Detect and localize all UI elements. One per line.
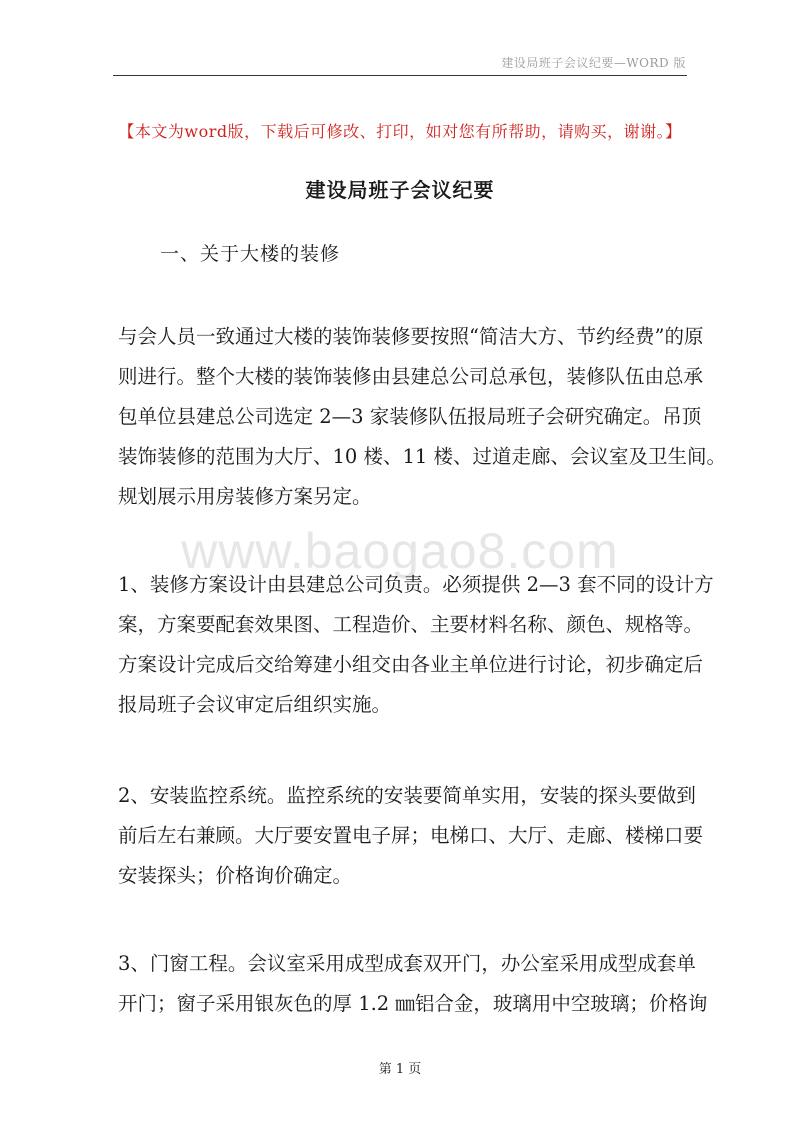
paragraph-item-3 bbox=[118, 944, 708, 1024]
text-line: 报局班子会议审定后组织实施。 bbox=[118, 693, 392, 716]
text-line: 规划展示用房装修方案另定。 bbox=[118, 485, 372, 508]
paragraph-item-1 bbox=[118, 565, 714, 725]
text-line: 案，方案要配套效果图、工程造价、主要材料名称、颜色、规格等。 bbox=[118, 613, 704, 636]
text-line: 与会人员一致通过大楼的装饰装修要按照“简洁大方、节约经费”的原 bbox=[118, 325, 704, 348]
header-divider bbox=[113, 75, 687, 76]
text-line: 开门；窗子采用银灰色的厚 1.2 ㎜铝合金，玻璃用中空玻璃；价格询 bbox=[118, 992, 708, 1015]
section-heading: 一、关于大楼的装修 bbox=[160, 243, 341, 265]
watermark: www.baogao8.com bbox=[181, 523, 619, 579]
text-line: 安装探头；价格询价确定。 bbox=[118, 864, 353, 887]
text-line: 前后左右兼顾。大厅要安置电子屏；电梯口、大厅、走廊、楼梯口要 bbox=[118, 824, 704, 847]
document-title: 建设局班子会议纪要 bbox=[305, 178, 495, 202]
paragraph-intro bbox=[118, 317, 727, 517]
purchase-notice: 【本文为word版，下载后可修改、打印，如对您有所帮助，请购买，谢谢。】 bbox=[118, 122, 682, 141]
text-line: 3、门窗工程。会议室采用成型成套双开门，办公室采用成型成套单 bbox=[118, 952, 696, 975]
running-header: 建设局班子会议纪要—WORD 版 bbox=[501, 56, 686, 70]
text-line: 方案设计完成后交给筹建小组交由各业主单位进行讨论，初步确定后 bbox=[118, 653, 704, 676]
text-line: 1、装修方案设计由县建总公司负责。必须提供 2—3 套不同的设计方 bbox=[118, 573, 714, 596]
text-line: 装饰装修的范围为大厅、10 楼、11 楼、过道走廊、会议室及卫生间。 bbox=[118, 445, 727, 468]
text-line: 则进行。整个大楼的装饰装修由县建总公司总承包，装修队伍由总承 bbox=[118, 365, 704, 388]
paragraph-item-2 bbox=[118, 776, 704, 896]
text-line: 2、安装监控系统。监控系统的安装要简单实用，安装的探头要做到 bbox=[118, 784, 696, 807]
page-number: 第 1 页 bbox=[378, 1062, 422, 1077]
text-line: 包单位县建总公司选定 2—3 家装修队伍报局班子会研究确定。吊顶 bbox=[118, 405, 702, 428]
